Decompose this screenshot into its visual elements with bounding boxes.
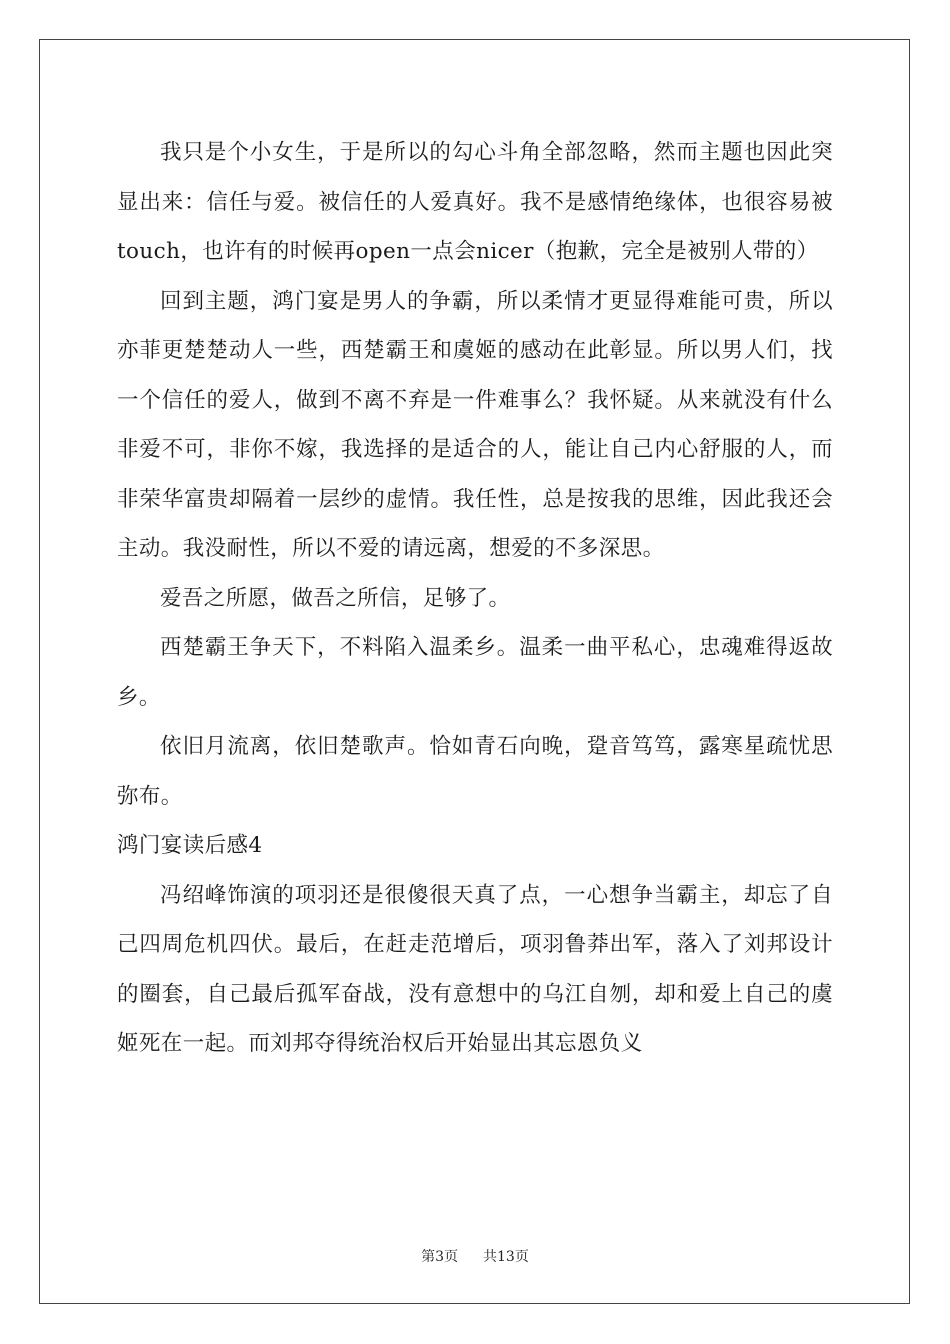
paragraph-2: 回到主题，鸿门宴是男人的争霸，所以柔情才更显得难能可贵，所以亦菲更楚楚动人一些，西楚霸王和虞姬的感动在此彰显。所以男人们，找一个信任的爱人，做到不离不弃是一件难事么？我怀疑。从来就没有什么非爱不可，非你不嫁，我选择的是适合的人，能让自己内心舒服的人，而非荣华富贵却隔着一层纱的虚情。我任性，总是按我的思维，因此我还会主动。我没耐性，所以不爱的请远离，想爱的不多深思。 (117, 288, 833, 561)
paragraph-5: 依旧月流离，依旧楚歌声。恰如青石向晚，跫音笃笃，露寒星疏忧思弥布。 (117, 734, 833, 809)
page-footer (0, 1246, 950, 1266)
paragraph-4: 西楚霸王争天下，不料陷入温柔乡。温柔一曲平私心，忠魂难得返故乡。 (117, 635, 833, 710)
paragraph-3: 爱吾之所愿，做吾之所信，足够了。 (160, 585, 511, 611)
section-heading: 鸿门宴读后感4 (117, 833, 263, 858)
document-body (117, 128, 833, 1069)
total-pages-label: 共13页 (483, 1249, 529, 1265)
paragraph-6: 冯绍峰饰演的项羽还是很傻很天真了点，一心想争当霸主，却忘了自己四周危机四伏。最后，在赶走范增后，项羽鲁莽出军，落入了刘邦设计的圈套，自己最后孤军奋战，没有意想中的乌江自刎，却和爱上自己的虞姬死在一起。而刘邦夺得统治权后开始显出其忘恩负义 (117, 882, 833, 1056)
paragraph-1: 我只是个小女生，于是所以的勾心斗角全部忽略，然而主题也因此突显出来：信任与爱。被信任的人爱真好。我不是感情绝缘体，也很容易被touch，也许有的时候再open一点会nicer（抱歉，完全是被别人带的） (117, 140, 833, 264)
current-page-label: 第3页 (421, 1249, 459, 1265)
